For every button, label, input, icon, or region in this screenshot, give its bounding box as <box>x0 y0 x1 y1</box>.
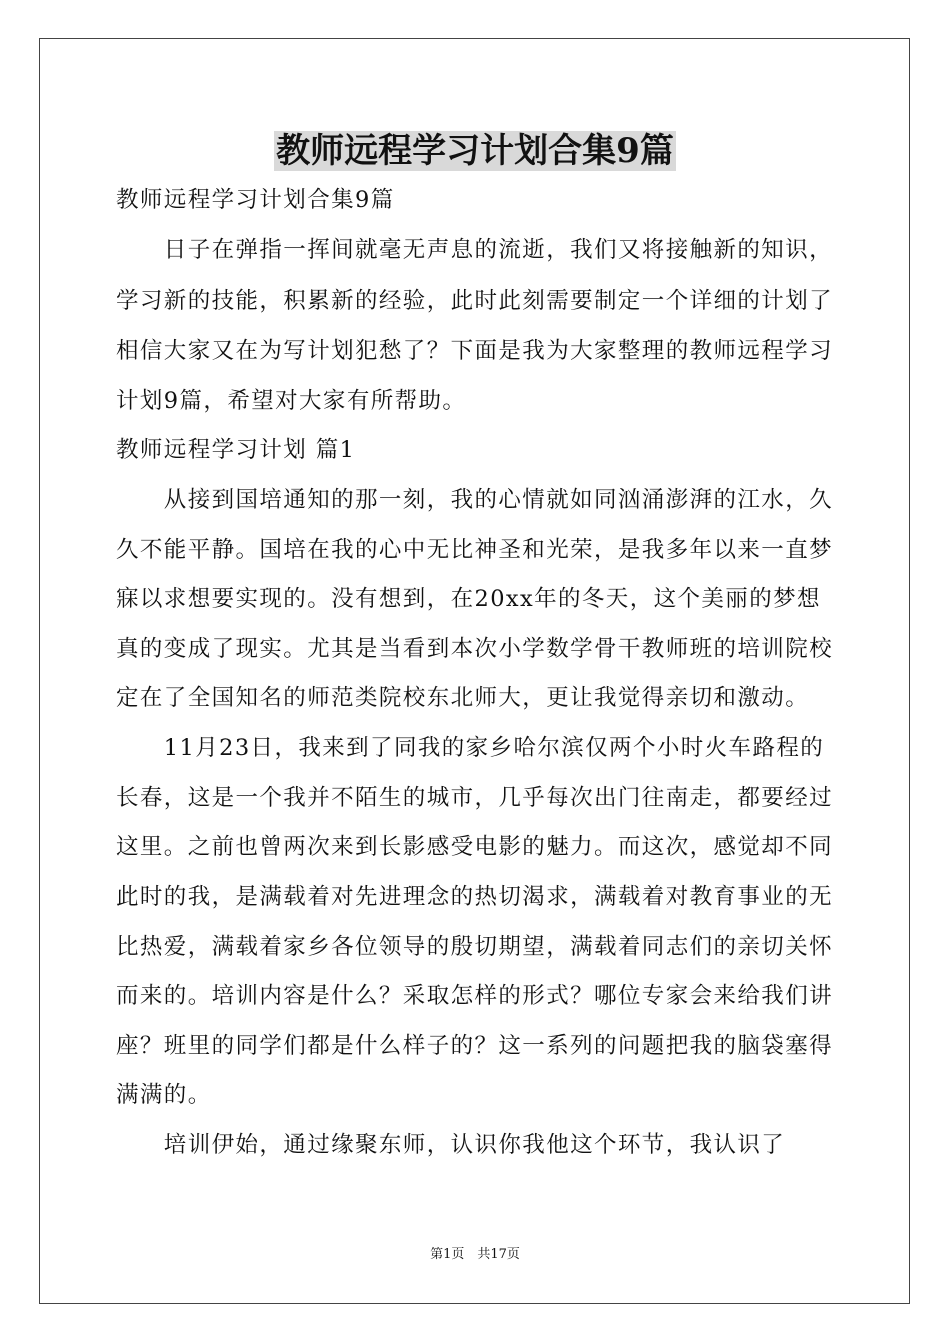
body-line: 寐以求想要实现的。没有想到，在20xx年的冬天，这个美丽的梦想 <box>116 586 821 612</box>
section-heading: 教师远程学习计划 篇1 <box>116 437 356 463</box>
document-title-text: 教师远程学习计划合集9篇 <box>276 131 674 171</box>
body-line: 定在了全国知名的师范类院校东北师大，更让我觉得亲切和激动。 <box>116 685 810 711</box>
body-line: 培训伊始，通过缘聚东师，认识你我他这个环节，我认识了 <box>116 1132 786 1158</box>
page-border <box>39 38 910 1304</box>
body-line: 满满的。 <box>116 1082 212 1108</box>
body-line: 座？班里的同学们都是什么样子的？这一系列的问题把我的脑袋塞得 <box>116 1033 834 1059</box>
body-line: 学习新的技能，积累新的经验，此时此刻需要制定一个详细的计划了 <box>116 288 834 314</box>
body-line: 此时的我，是满载着对先进理念的热切渴求，满载着对教育事业的无 <box>116 884 834 910</box>
body-line: 而来的。培训内容是什么？采取怎样的形式？哪位专家会来给我们讲 <box>116 983 834 1009</box>
page-footer: 第1页 共17页 <box>430 1247 520 1262</box>
document-subtitle: 教师远程学习计划合集9篇 <box>116 187 395 213</box>
body-line: 计划9篇，希望对大家有所帮助。 <box>116 388 467 414</box>
body-line: 长春，这是一个我并不陌生的城市，几乎每次出门往南走，都要经过 <box>116 785 834 811</box>
body-line: 从接到国培通知的那一刻，我的心情就如同汹涌澎湃的江水，久 <box>116 487 834 513</box>
body-line: 真的变成了现实。尤其是当看到本次小学数学骨干教师班的培训院校 <box>116 636 834 662</box>
body-line: 11月23日，我来到了同我的家乡哈尔滨仅两个小时火车路程的 <box>116 735 825 761</box>
body-line: 相信大家又在为写计划犯愁了？下面是我为大家整理的教师远程学习 <box>116 338 834 364</box>
body-line: 久不能平静。国培在我的心中无比神圣和光荣，是我多年以来一直梦 <box>116 537 834 563</box>
document-title <box>0 126 950 176</box>
body-line: 日子在弹指一挥间就毫无声息的流逝，我们又将接触新的知识， <box>116 237 834 263</box>
body-line: 比热爱，满载着家乡各位领导的殷切期望，满载着同志们的亲切关怀 <box>116 934 834 960</box>
body-line: 这里。之前也曾两次来到长影感受电影的魅力。而这次，感觉却不同 <box>116 834 834 860</box>
